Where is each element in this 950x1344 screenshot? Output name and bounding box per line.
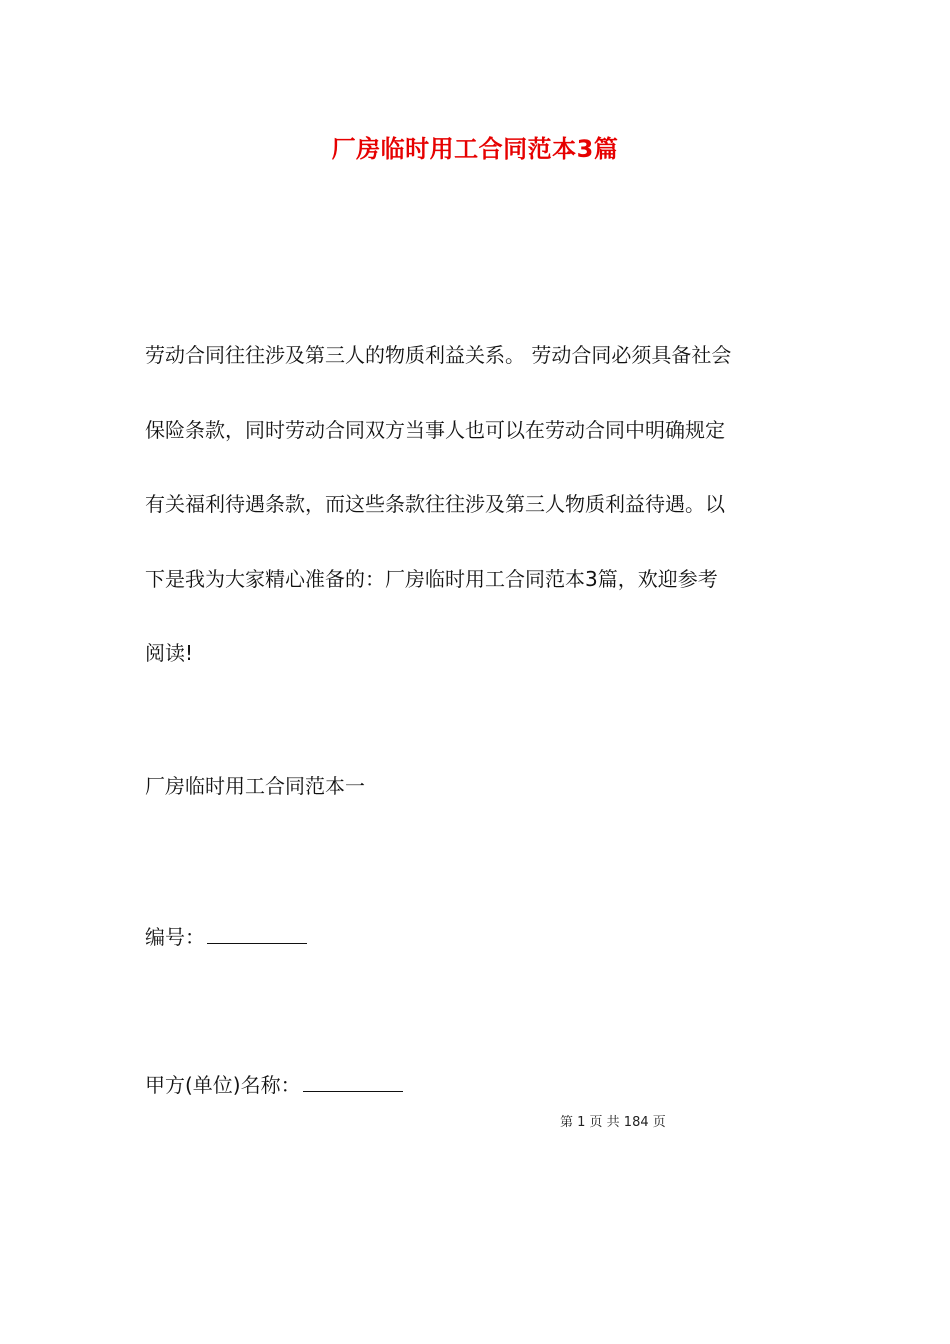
intro-line: 保险条款，同时劳动合同双方当事人也可以在劳动合同中明确规定 bbox=[145, 417, 725, 442]
section-heading: 厂房临时用工合同范本一 bbox=[145, 774, 365, 798]
contract-number-field bbox=[145, 919, 307, 955]
contract-number-blank bbox=[207, 921, 307, 944]
intro-line: 下是我为大家精心准备的：厂房临时用工合同范本3篇，欢迎参考 bbox=[145, 566, 718, 591]
intro-paragraph bbox=[145, 318, 810, 691]
page-indicator: 第 1 页 共 184 页 bbox=[560, 1115, 666, 1130]
intro-line: 劳动合同往往涉及第三人的物质利益关系。 劳动合同必须具备社会 bbox=[145, 343, 732, 367]
contract-number-label: 编号： bbox=[145, 925, 205, 949]
intro-line: 阅读! bbox=[145, 641, 194, 665]
party-a-name-field bbox=[145, 1067, 403, 1103]
party-a-name-label: 甲方(单位)名称： bbox=[145, 1073, 301, 1097]
party-a-name-blank bbox=[303, 1069, 403, 1092]
intro-line: 有关福利待遇条款，而这些条款往往涉及第三人物质利益待遇。以 bbox=[145, 492, 725, 516]
document-title: 厂房临时用工合同范本3篇 bbox=[331, 135, 619, 163]
